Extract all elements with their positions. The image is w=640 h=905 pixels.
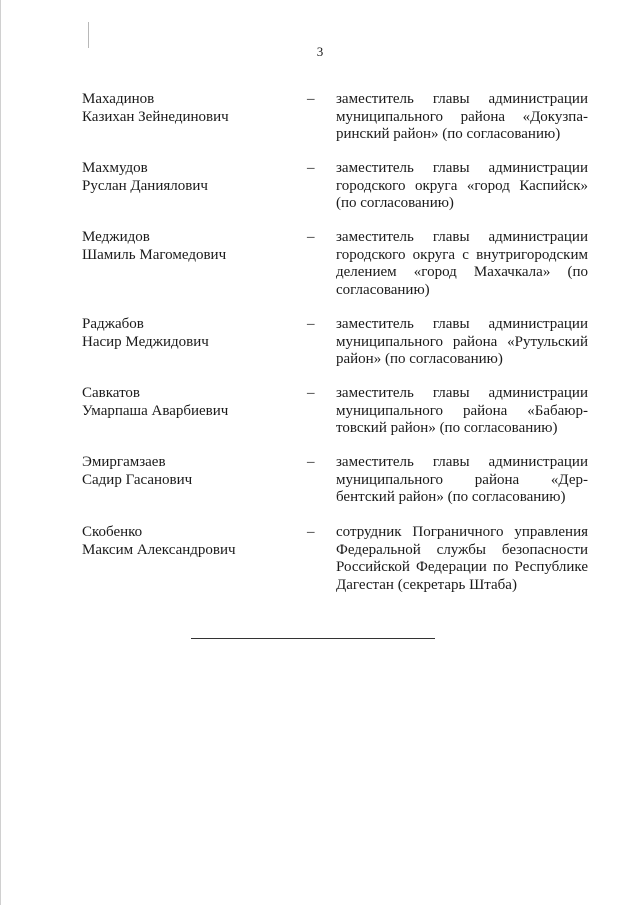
role-line: согласованию): [336, 281, 430, 298]
role-line: заместитель главы администрации: [336, 160, 588, 176]
member-name: [82, 385, 302, 420]
member-given-name: Шамиль Магомедович: [82, 246, 227, 263]
scan-edge: [0, 0, 1, 905]
member-role: [336, 454, 588, 507]
role-line: заместитель главы администрации: [336, 385, 588, 401]
member-role: [336, 524, 588, 594]
role-line: делением «город Махачкала» (по: [336, 264, 588, 280]
member-name: [82, 316, 302, 351]
role-line: заместитель главы администрации: [336, 229, 588, 245]
member-name: [82, 91, 302, 126]
member-given-name: Умарпаша Аварбиевич: [82, 402, 229, 419]
role-line: товский район» (по согласованию): [336, 420, 558, 436]
role-line: сотрудник Пограничного управления: [336, 524, 588, 540]
role-line: заместитель главы администрации: [336, 91, 588, 107]
member-surname: Меджидов: [82, 229, 150, 245]
dash: –: [307, 229, 315, 245]
closing-rule: [191, 638, 435, 639]
member-role: [336, 91, 588, 144]
role-line: Дагестан (секретарь Штаба): [336, 576, 517, 593]
member-name: [82, 160, 302, 195]
member-given-name: Садир Гасанович: [82, 471, 193, 488]
member-surname: Махадинов: [82, 91, 155, 107]
member-name: [82, 229, 302, 264]
role-line: Федеральной службы безопасности: [336, 541, 588, 558]
page-number: 3: [316, 44, 324, 59]
role-line: Российской Федерации по Республике: [336, 559, 588, 575]
member-surname: Савкатов: [82, 385, 141, 401]
role-line: муниципального района «Докузпа-: [336, 108, 588, 125]
role-line: городского округа «город Каспийск»: [336, 177, 588, 194]
role-line: бентский район» (по согласованию): [336, 489, 566, 505]
dash: –: [307, 454, 315, 470]
member-name: [82, 454, 302, 489]
dash: –: [307, 385, 315, 401]
member-surname: Скобенко: [82, 524, 143, 540]
member-name: [82, 524, 302, 559]
member-role: [336, 316, 588, 369]
member-given-name: Руслан Даниялович: [82, 177, 208, 194]
member-given-name: Насир Меджидович: [82, 333, 209, 350]
role-line: муниципального района «Дер-: [336, 471, 588, 488]
role-line: район» (по согласованию): [336, 351, 503, 367]
role-line: муниципального района «Рутульский: [336, 333, 588, 350]
member-surname: Раджабов: [82, 316, 144, 332]
dash: –: [307, 91, 315, 107]
member-given-name: Казихан Зейнединович: [82, 108, 229, 125]
member-surname: Махмудов: [82, 160, 148, 176]
role-line: городского округа с внутригородским: [336, 246, 588, 263]
member-surname: Эмиргамзаев: [82, 454, 166, 470]
dash: –: [307, 160, 315, 176]
role-line: заместитель главы администрации: [336, 454, 588, 470]
member-role: [336, 385, 588, 438]
role-line: (по согласованию): [336, 195, 454, 211]
role-line: муниципального района «Бабаюр-: [336, 402, 588, 419]
member-role: [336, 160, 588, 213]
role-line: ринский район» (по согласованию): [336, 126, 561, 142]
member-role: [336, 229, 588, 299]
dash: –: [307, 316, 315, 332]
dash: –: [307, 524, 315, 540]
role-line: заместитель главы администрации: [336, 316, 588, 332]
member-given-name: Максим Александрович: [82, 541, 236, 558]
